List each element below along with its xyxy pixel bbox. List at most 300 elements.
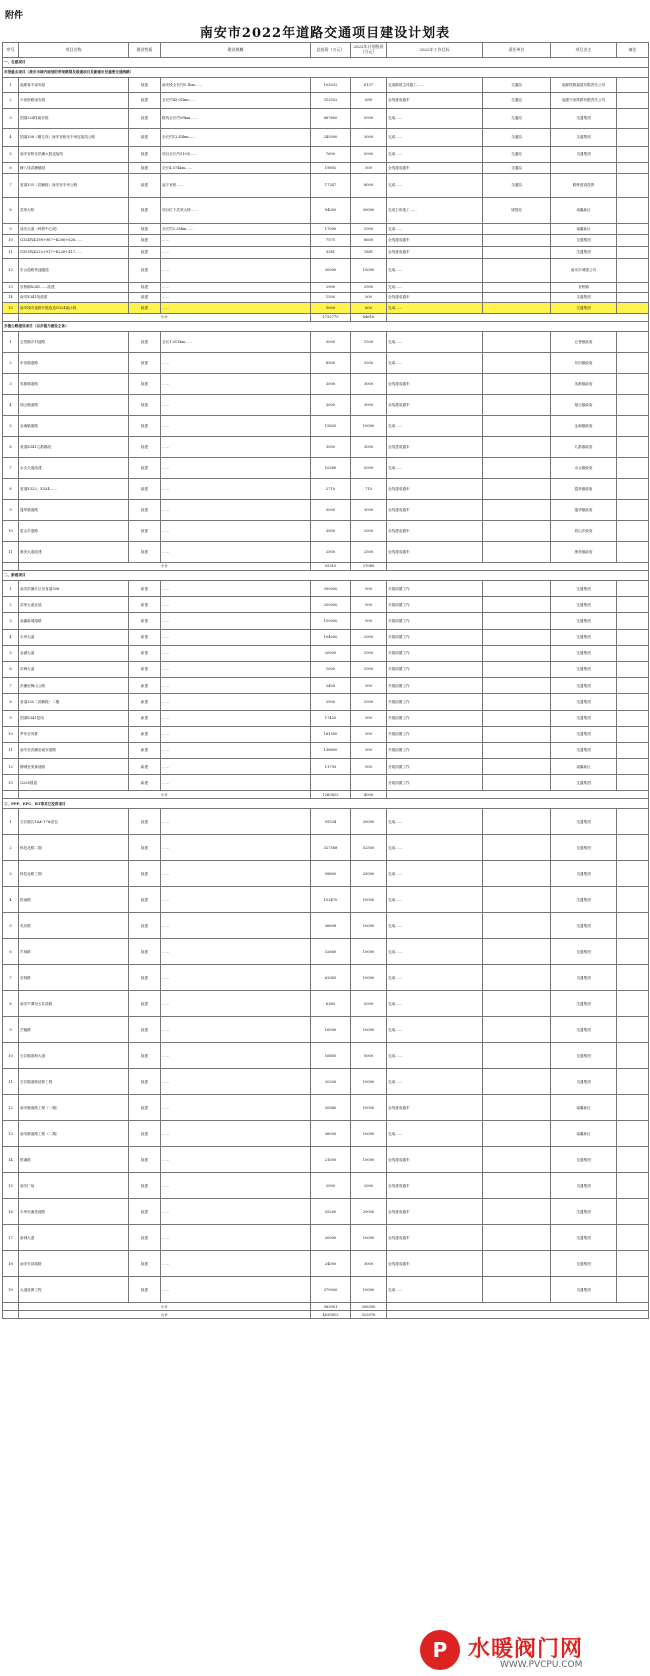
table-cell: 开展前期工作 bbox=[387, 613, 483, 629]
table-cell: 323976 bbox=[351, 1311, 387, 1319]
table-row bbox=[3, 1277, 649, 1303]
table-cell: 1 bbox=[3, 332, 19, 353]
table-cell bbox=[483, 283, 551, 293]
table-cell: 续建 bbox=[129, 1069, 161, 1095]
table-cell: …… bbox=[161, 775, 311, 791]
table-cell bbox=[483, 1147, 551, 1173]
table-cell: 10000 bbox=[351, 887, 387, 913]
table-cell: …… bbox=[161, 1069, 311, 1095]
table-cell: 完成…… bbox=[387, 809, 483, 835]
table-cell: 1 bbox=[3, 809, 19, 835]
table-cell: 续建 bbox=[129, 247, 161, 259]
table-cell: 102470 bbox=[311, 887, 351, 913]
table-cell bbox=[617, 939, 649, 965]
subtotal-row bbox=[3, 563, 649, 571]
table-cell: 13 bbox=[3, 775, 19, 791]
table-cell: 南安至洪濑至南安道路 bbox=[19, 742, 129, 758]
table-cell bbox=[483, 259, 551, 283]
table-cell: 南翼新城道路 bbox=[19, 613, 129, 629]
table-cell: 2000 bbox=[351, 1173, 387, 1199]
table-cell: 续建 bbox=[129, 147, 161, 163]
table-cell: 续建 bbox=[129, 163, 161, 174]
table-cell bbox=[483, 835, 551, 861]
table-cell: 5000 bbox=[351, 458, 387, 479]
table-cell: 南安市城建公司 bbox=[551, 259, 617, 283]
table-cell: 交通集团 bbox=[551, 1199, 617, 1225]
table-cell: 交通集团 bbox=[551, 1225, 617, 1251]
table-cell bbox=[483, 1095, 551, 1121]
table-row bbox=[3, 109, 649, 129]
table-cell: …… bbox=[161, 939, 311, 965]
table-row bbox=[3, 174, 649, 198]
table-row bbox=[3, 78, 649, 93]
table-cell: …… bbox=[161, 437, 311, 458]
table-cell: 续建 bbox=[129, 198, 161, 224]
table-row bbox=[3, 129, 649, 147]
table-cell: 3000 bbox=[311, 437, 351, 458]
table-cell: 完成路基主体施工…… bbox=[387, 78, 483, 93]
table-cell: 16885 bbox=[311, 1043, 351, 1069]
table-cell: 1000 bbox=[351, 661, 387, 677]
table-cell bbox=[483, 597, 551, 613]
table-cell: 10000 bbox=[351, 1017, 387, 1043]
table-cell: 国道324线南安段 bbox=[19, 109, 129, 129]
table-cell: 10000 bbox=[351, 965, 387, 991]
table-cell: 南安段全长约9.1km…… bbox=[161, 78, 311, 93]
table-cell: 完成…… bbox=[387, 991, 483, 1017]
table-cell: 开展前期工作 bbox=[387, 775, 483, 791]
table-cell: 1 bbox=[3, 78, 19, 93]
table-cell bbox=[617, 395, 649, 416]
table-cell: 完成…… bbox=[387, 129, 483, 147]
table-cell: 8 bbox=[3, 198, 19, 224]
table-cell: 续建 bbox=[129, 887, 161, 913]
table-cell bbox=[617, 1017, 649, 1043]
table-cell: 11 bbox=[3, 247, 19, 259]
table-cell bbox=[483, 224, 551, 235]
table-cell: 省道X341九都镇段 bbox=[19, 437, 129, 458]
table-cell: 500 bbox=[351, 678, 387, 694]
table-cell: 横八线洪濑镇段 bbox=[19, 163, 129, 174]
table-cell: 南安镇道路工程（一期） bbox=[19, 1095, 129, 1121]
table-cell bbox=[387, 791, 649, 799]
table-cell: 交通集团 bbox=[551, 597, 617, 613]
table-cell bbox=[617, 479, 649, 500]
table-cell: 2710 bbox=[311, 479, 351, 500]
table-cell bbox=[617, 93, 649, 109]
table-cell: …… bbox=[161, 293, 311, 303]
table-cell: 完成…… bbox=[387, 174, 483, 198]
table-cell bbox=[483, 500, 551, 521]
table-cell: …… bbox=[161, 283, 311, 293]
table-cell: 7600 bbox=[311, 147, 351, 163]
table-cell: 13 bbox=[3, 283, 19, 293]
table-cell: 续建 bbox=[129, 93, 161, 109]
table-cell: 7 bbox=[3, 174, 19, 198]
table-cell: 370000 bbox=[311, 1277, 351, 1303]
table-cell: …… bbox=[161, 542, 311, 563]
table-cell: 新建 bbox=[129, 629, 161, 645]
table-cell: 7575 bbox=[311, 235, 351, 247]
table-row bbox=[3, 163, 649, 174]
table-cell: 省道X323、X354…… bbox=[19, 479, 129, 500]
table-cell: 交通局 bbox=[483, 147, 551, 163]
table-cell bbox=[617, 1095, 649, 1121]
table-cell: 58800 bbox=[311, 861, 351, 887]
table-cell: 500 bbox=[351, 581, 387, 597]
table-cell: …… bbox=[161, 416, 311, 437]
table-cell: 3000 bbox=[351, 1251, 387, 1277]
table-cell: 续建 bbox=[129, 332, 161, 353]
table-cell: 续建 bbox=[129, 303, 161, 314]
table-cell: 新建 bbox=[129, 678, 161, 694]
table-cell: 罗东至英都 bbox=[19, 726, 129, 742]
table-cell: 6 bbox=[3, 437, 19, 458]
table-cell: 交通集团 bbox=[551, 991, 617, 1017]
table-cell: 500 bbox=[351, 163, 387, 174]
table-cell bbox=[3, 1311, 19, 1319]
table-cell: 9 bbox=[3, 1017, 19, 1043]
table-cell: 10000 bbox=[351, 1147, 387, 1173]
table-cell: 丰州大道 bbox=[19, 629, 129, 645]
table-cell: 新建 bbox=[129, 710, 161, 726]
table-cell bbox=[617, 1173, 649, 1199]
table-cell bbox=[617, 293, 649, 303]
table-cell bbox=[617, 1277, 649, 1303]
table-cell: 500 bbox=[351, 742, 387, 758]
table-cell: 10000 bbox=[351, 1225, 387, 1251]
table-cell: 一、在建项目 bbox=[3, 58, 649, 68]
table-cell bbox=[483, 759, 551, 775]
table-cell: 续建 bbox=[129, 437, 161, 458]
table-cell: 312552 bbox=[311, 93, 351, 109]
table-cell: 710 bbox=[351, 479, 387, 500]
table-cell: 交通集团 bbox=[551, 742, 617, 758]
table-cell: 500 bbox=[351, 597, 387, 613]
table-cell: …… bbox=[161, 861, 311, 887]
table-cell: 3000 bbox=[351, 500, 387, 521]
table-cell: 2500 bbox=[311, 694, 351, 710]
table-cell: 20000 bbox=[311, 645, 351, 661]
table-cell: 500 bbox=[351, 710, 387, 726]
table-cell bbox=[617, 224, 649, 235]
table-cell: 福建兴泉铁路有限责任公司 bbox=[551, 93, 617, 109]
table-cell: 390000 bbox=[311, 581, 351, 597]
table-row bbox=[3, 259, 649, 283]
table-cell: 10000 bbox=[351, 1095, 387, 1121]
table-cell bbox=[483, 1069, 551, 1095]
table-cell: 全线建成通车 bbox=[387, 247, 483, 259]
table-row bbox=[3, 661, 649, 677]
table-cell: 蓬华镇道路 bbox=[19, 500, 129, 521]
table-cell: 南翼新区 bbox=[551, 759, 617, 775]
table-cell: 交通局 bbox=[483, 109, 551, 129]
table-cell bbox=[617, 759, 649, 775]
table-cell: 15000 bbox=[351, 259, 387, 283]
table-row bbox=[3, 1251, 649, 1277]
table-cell: 3000 bbox=[351, 395, 387, 416]
table-cell bbox=[617, 174, 649, 198]
table-cell bbox=[617, 913, 649, 939]
table-row bbox=[3, 645, 649, 661]
table-cell: 交通集团 bbox=[551, 694, 617, 710]
table-cell: 水头大道改建 bbox=[19, 458, 129, 479]
table-cell: 全线建成通车 bbox=[387, 235, 483, 247]
table-row bbox=[3, 581, 649, 597]
table-cell: 19 bbox=[3, 1277, 19, 1303]
table-cell: 交通集团 bbox=[551, 1043, 617, 1069]
table-cell bbox=[617, 353, 649, 374]
table-cell: 10000 bbox=[351, 1069, 387, 1095]
table-cell: 交通集团 bbox=[551, 129, 617, 147]
table-cell: 8000 bbox=[351, 174, 387, 198]
table-cell: 交通集团 bbox=[551, 293, 617, 303]
table-row bbox=[3, 809, 649, 835]
table-cell: 500 bbox=[351, 759, 387, 775]
table-cell bbox=[617, 147, 649, 163]
table-cell: 完成…… bbox=[387, 1277, 483, 1303]
table-cell: …… bbox=[161, 742, 311, 758]
table-cell: 6 bbox=[3, 939, 19, 965]
table-cell: 国道X341复线 bbox=[19, 710, 129, 726]
table-row bbox=[3, 742, 649, 758]
table-cell: 11 bbox=[3, 542, 19, 563]
table-cell: 续建 bbox=[129, 1199, 161, 1225]
table-cell: 15820 bbox=[311, 416, 351, 437]
table-row bbox=[3, 1017, 649, 1043]
table-cell: 1 bbox=[3, 581, 19, 597]
table-cell: 5 bbox=[3, 147, 19, 163]
table-cell: 5 bbox=[3, 645, 19, 661]
table-cell: 3 bbox=[3, 374, 19, 395]
table-cell: 55310 bbox=[311, 563, 351, 571]
table-cell bbox=[551, 163, 617, 174]
table-cell: …… bbox=[161, 1251, 311, 1277]
table-cell: 全线建成通车 bbox=[387, 1147, 483, 1173]
table-cell: 18 bbox=[3, 1251, 19, 1277]
table-row bbox=[3, 93, 649, 109]
table-cell: 完成…… bbox=[387, 458, 483, 479]
table-cell: 500 bbox=[351, 726, 387, 742]
table-cell: 续建 bbox=[129, 224, 161, 235]
table-cell: 续建 bbox=[129, 283, 161, 293]
table-cell bbox=[483, 661, 551, 677]
column-header: 建设规模 bbox=[161, 43, 311, 58]
table-cell: 30000 bbox=[351, 198, 387, 224]
table-cell: 5000 bbox=[351, 991, 387, 1017]
table-cell: 10 bbox=[3, 521, 19, 542]
table-cell: 眉山乡政府 bbox=[551, 521, 617, 542]
table-cell: 15 bbox=[3, 303, 19, 314]
table-cell: 康美大道改建 bbox=[19, 542, 129, 563]
table-cell: 20540 bbox=[311, 1095, 351, 1121]
table-cell bbox=[617, 374, 649, 395]
table-cell: 6500 bbox=[311, 353, 351, 374]
table-cell: 1000 bbox=[351, 645, 387, 661]
table-cell: …… bbox=[161, 613, 311, 629]
table-cell: 国道358（顺九线）南安官桥至丰州连接线公路 bbox=[19, 129, 129, 147]
table-cell: 16 bbox=[3, 1199, 19, 1225]
table-cell: …… bbox=[161, 1095, 311, 1121]
table-cell: 续建 bbox=[129, 1251, 161, 1277]
table-cell: 南安X341线改建 bbox=[19, 293, 129, 303]
table-row bbox=[3, 1199, 649, 1225]
table-cell: 10280 bbox=[311, 458, 351, 479]
table-row bbox=[3, 1225, 649, 1251]
table-cell: 路线全长约59km…… bbox=[161, 109, 311, 129]
table-cell: 南安镇道路工程（二期） bbox=[19, 1121, 129, 1147]
table-cell: 续建 bbox=[129, 458, 161, 479]
table-cell bbox=[617, 581, 649, 597]
table-cell: 1000 bbox=[311, 661, 351, 677]
table-cell: 新建 bbox=[129, 613, 161, 629]
table-cell: …… bbox=[161, 965, 311, 991]
table-cell: 洪濑至梅山公路 bbox=[19, 678, 129, 694]
table-cell: 九都镇政府 bbox=[551, 437, 617, 458]
table-cell: 完成…… bbox=[387, 332, 483, 353]
table-cell: …… bbox=[161, 458, 311, 479]
table-cell: 35200 bbox=[311, 1199, 351, 1225]
table-cell: 5000 bbox=[351, 1043, 387, 1069]
table-row bbox=[3, 939, 649, 965]
table-cell: 全长约49.01km…… bbox=[161, 93, 311, 109]
table-cell: 20000 bbox=[311, 1225, 351, 1251]
table-cell: 10 bbox=[3, 726, 19, 742]
table-cell: 小计 bbox=[19, 1303, 311, 1311]
table-cell: …… bbox=[161, 835, 311, 861]
table-cell: 245500 bbox=[311, 129, 351, 147]
table-cell: 36698 bbox=[311, 913, 351, 939]
table-cell bbox=[617, 416, 649, 437]
table-cell bbox=[483, 416, 551, 437]
table-cell bbox=[617, 661, 649, 677]
table-cell bbox=[617, 163, 649, 174]
table-cell: 交通集团 bbox=[551, 1017, 617, 1043]
table-row bbox=[3, 437, 649, 458]
table-cell: 交通局 bbox=[483, 78, 551, 93]
table-cell: 全线建成通车 bbox=[387, 1173, 483, 1199]
table-row bbox=[3, 353, 649, 374]
table-cell: 三、PPP、EPC、BT等其它投资项目 bbox=[3, 799, 649, 809]
table-cell: 3000 bbox=[311, 303, 351, 314]
table-cell: …… bbox=[161, 521, 311, 542]
table-cell: 合计 bbox=[19, 1311, 311, 1319]
table-cell: 完成…… bbox=[387, 861, 483, 887]
table-cell: 石井镇滨海大道 bbox=[19, 1043, 129, 1069]
table-cell: 208300 bbox=[351, 1303, 387, 1311]
section-header-row bbox=[3, 571, 649, 581]
table-cell: 梧南路 bbox=[19, 887, 129, 913]
table-cell: 2 bbox=[3, 597, 19, 613]
table-cell: …… bbox=[161, 629, 311, 645]
table-cell: …… bbox=[161, 710, 311, 726]
table-row bbox=[3, 224, 649, 235]
table-cell bbox=[617, 437, 649, 458]
table-cell: 开展前期工作 bbox=[387, 710, 483, 726]
table-cell: 省道335（洪濑段）南安至丰州公路 bbox=[19, 174, 129, 198]
table-cell: …… bbox=[161, 678, 311, 694]
table-cell bbox=[617, 129, 649, 147]
table-cell bbox=[617, 629, 649, 645]
table-cell: 完成…… bbox=[387, 887, 483, 913]
table-cell: 续建 bbox=[129, 521, 161, 542]
table-cell bbox=[617, 1147, 649, 1173]
table-cell: 完成…… bbox=[387, 283, 483, 293]
table-cell bbox=[483, 458, 551, 479]
table-cell: 开展前期工作 bbox=[387, 694, 483, 710]
table-cell bbox=[483, 645, 551, 661]
table-cell: 续建 bbox=[129, 109, 161, 129]
document-title: 南安市2022年道路交通项目建设计划表 bbox=[199, 26, 451, 41]
table-cell: 续建 bbox=[129, 913, 161, 939]
table-cell: 3300 bbox=[351, 353, 387, 374]
table-cell: 3 bbox=[3, 109, 19, 129]
table-cell: …… bbox=[161, 1121, 311, 1147]
table-cell: 交通局 bbox=[483, 129, 551, 147]
table-cell bbox=[617, 1069, 649, 1095]
table-cell: 完成…… bbox=[387, 1043, 483, 1069]
table-cell: 新建 bbox=[129, 726, 161, 742]
table-cell: 完成…… bbox=[387, 147, 483, 163]
table-cell: 6 bbox=[3, 661, 19, 677]
table-cell: 兴泉铁路南安段 bbox=[19, 93, 129, 109]
table-cell: 开展前期工作 bbox=[387, 678, 483, 694]
table-cell bbox=[617, 521, 649, 542]
table-cell: 南安洪濑片区至省道308 bbox=[19, 581, 129, 597]
table-cell bbox=[483, 542, 551, 563]
table-cell bbox=[3, 563, 19, 571]
table-cell: 15 bbox=[3, 1173, 19, 1199]
table-cell: 8 bbox=[3, 991, 19, 1017]
table-cell: 2400 bbox=[311, 678, 351, 694]
table-cell: …… bbox=[161, 1173, 311, 1199]
table-cell: 全线建成通车 bbox=[387, 374, 483, 395]
table-cell bbox=[617, 613, 649, 629]
section-header-row bbox=[3, 799, 649, 809]
table-cell: …… bbox=[161, 235, 311, 247]
table-cell: 完成…… bbox=[387, 1069, 483, 1095]
table-cell: 交通集团 bbox=[551, 809, 617, 835]
table-cell: 续建 bbox=[129, 1147, 161, 1173]
table-cell: 乡镇公路建设项目（以乡镇为建设主体） bbox=[3, 322, 649, 332]
table-cell: 新建 bbox=[129, 775, 161, 791]
table-cell: 11 bbox=[3, 1069, 19, 1095]
table-row bbox=[3, 991, 649, 1017]
table-cell: 交通集团 bbox=[551, 1147, 617, 1173]
table-cell: 交通集团 bbox=[551, 939, 617, 965]
table-cell bbox=[483, 965, 551, 991]
table-cell: 交通集团 bbox=[551, 247, 617, 259]
table-cell: 7 bbox=[3, 458, 19, 479]
table-cell: 4035813 bbox=[311, 1311, 351, 1319]
column-header: 项目业主 bbox=[551, 43, 617, 58]
column-header: 2022年工作目标 bbox=[387, 43, 483, 58]
table-row bbox=[3, 613, 649, 629]
table-cell: 全线建成通车 bbox=[387, 1225, 483, 1251]
table-cell: 完成…… bbox=[387, 353, 483, 374]
table-cell: 英都镇道路 bbox=[19, 374, 129, 395]
table-cell: 3000 bbox=[351, 129, 387, 147]
table-cell: 官桥镇X341……改建 bbox=[19, 283, 129, 293]
table-cell: 84616 bbox=[351, 314, 387, 322]
table-cell: 10 bbox=[3, 235, 19, 247]
table-cell: 2500 bbox=[351, 542, 387, 563]
table-cell: 芦林路 bbox=[19, 939, 129, 965]
table-cell: …… bbox=[161, 887, 311, 913]
table-cell: 300 bbox=[351, 293, 387, 303]
table-cell: 600 bbox=[351, 303, 387, 314]
table-cell bbox=[617, 259, 649, 283]
